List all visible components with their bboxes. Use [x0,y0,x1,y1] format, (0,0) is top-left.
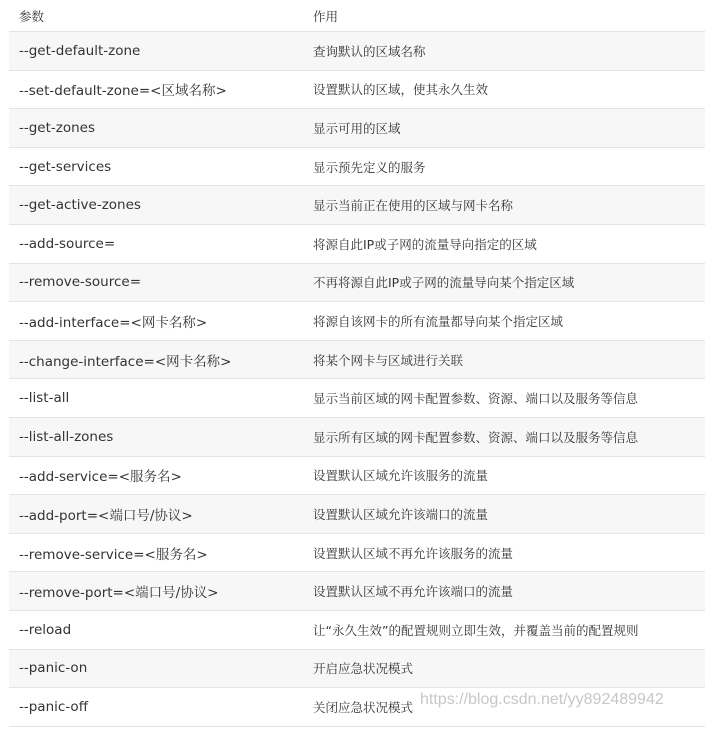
effect-cell: 开启应急状况模式 [313,661,414,677]
param-cell: --change-interface=<网卡名称> [19,353,232,370]
effect-cell: 关闭应急状况模式 [313,699,414,715]
param-cell: --set-default-zone=<区域名称> [19,83,227,100]
param-cell: --panic-on [19,660,88,677]
param-cell: --remove-source= [19,274,142,291]
param-cell: --list-all [19,390,70,407]
table-row [9,418,705,457]
param-cell: --add-port=<端口号/协议> [19,507,193,524]
param-cell: --add-source= [19,235,116,252]
param-cell: --add-interface=<网卡名称> [19,314,208,331]
table-row [9,186,705,225]
header-effect: 作用 [313,8,339,24]
param-cell: --get-active-zones [19,197,141,214]
param-cell: --reload [19,621,72,638]
effect-cell: 不再将源自此IP或子网的流量导向某个指定区域 [313,275,575,291]
effect-cell: 显示当前正在使用的区域与网卡名称 [313,198,514,214]
table-row [9,32,705,71]
effect-cell: 显示预先定义的服务 [313,159,426,175]
header-param: 参数 [19,8,45,24]
effect-cell: 设置默认的区域，使其永久生效 [313,82,489,98]
effect-cell: 设置默认区域允许该服务的流量 [313,468,489,484]
effect-cell: 显示所有区域的网卡配置参数、资源、端口以及服务等信息 [313,429,639,445]
table-row [9,572,705,611]
table-row [9,341,705,380]
table-row [9,264,705,303]
table-row [9,379,705,418]
param-cell: --remove-port=<端口号/协议> [19,585,219,602]
param-cell: --panic-off [19,698,88,715]
table-row [9,71,705,110]
table-row [9,688,705,727]
param-cell: --list-all-zones [19,428,114,445]
table-body [9,32,705,727]
effect-cell: 将源自此IP或子网的流量导向指定的区域 [313,236,537,252]
effect-cell: 显示可用的区域 [313,120,401,136]
table-row [9,225,705,264]
table-row [9,109,705,148]
effect-cell: 设置默认区域允许该端口的流量 [313,506,489,522]
param-cell: --add-service=<服务名> [19,469,182,486]
table-row [9,650,705,689]
table-row [9,148,705,187]
param-cell: --get-services [19,158,112,175]
param-cell: --get-zones [19,119,96,136]
table-row [9,611,705,650]
table-row [9,495,705,534]
effect-cell: 让“永久生效”的配置规则立即生效，并覆盖当前的配置规则 [313,622,639,638]
effect-cell: 设置默认区域不再允许该服务的流量 [313,545,514,561]
table-row [9,457,705,496]
effect-cell: 将源自该网卡的所有流量都导向某个指定区域 [313,313,564,329]
table-row [9,302,705,341]
param-cell: --remove-service=<服务名> [19,546,208,563]
effect-cell: 查询默认的区域名称 [313,43,426,59]
watermark: https://blog.csdn.net/yy892489942 [420,691,664,708]
effect-cell: 显示当前区域的网卡配置参数、资源、端口以及服务等信息 [313,391,639,407]
firewall-cmd-parameter-table [9,0,705,727]
table-header-row [9,0,705,32]
param-cell: --get-default-zone [19,42,141,59]
effect-cell: 设置默认区域不再允许该端口的流量 [313,584,514,600]
table-row [9,534,705,573]
effect-cell: 将某个网卡与区域进行关联 [313,352,464,368]
